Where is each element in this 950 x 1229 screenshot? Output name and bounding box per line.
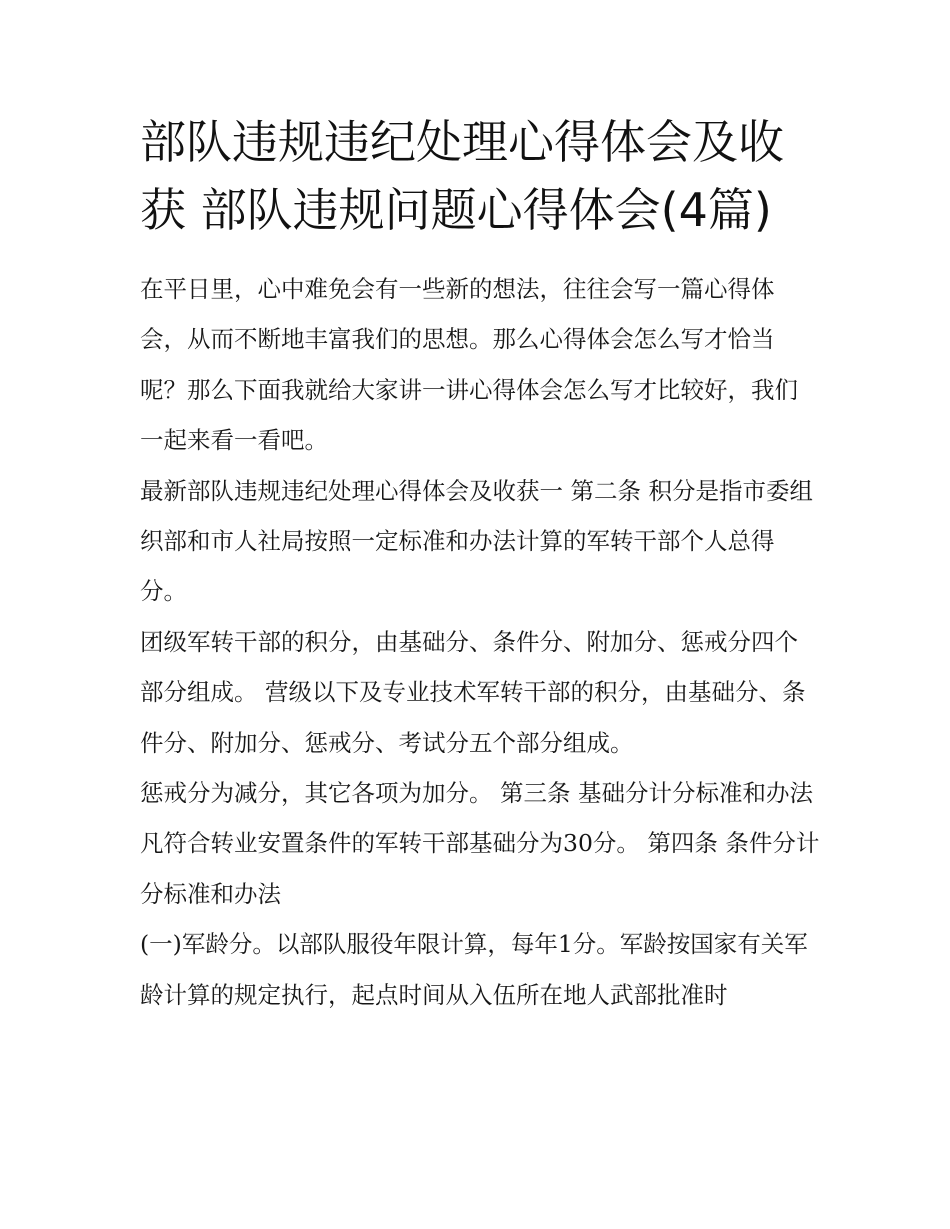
document-title: 部队违规违纪处理心得体会及收获 部队违规问题心得体会(4篇) bbox=[140, 115, 784, 237]
paragraph-military-age: (一)军龄分。以部队服役年限计算，每年1分。军龄按国家有关军龄计算的规定执行，起点时间从入伍所在地人武部批准时 bbox=[140, 930, 808, 1009]
document-body bbox=[140, 264, 820, 1020]
paragraph-article-3-4: 惩戒分为减分，其它各项为加分。 第三条 基础分计分标准和办法 凡符合转业安置条件的军转干部基础分为30分。 第四条 条件分计分标准和办法 bbox=[140, 779, 820, 908]
document-page bbox=[140, 108, 820, 1020]
paragraph-intro: 在平日里，心中难免会有一些新的想法，往往会写一篇心得体会，从而不断地丰富我们的思想。那么心得体会怎么写才恰当呢？那么下面我就给大家讲一讲心得体会怎么写才比较好，我们一起来看一看吧。 bbox=[140, 275, 798, 455]
paragraph-article-2: 最新部队违规违纪处理心得体会及收获一 第二条 积分是指市委组织部和市人社局按照一定标准和办法计算的军转干部个人总得分。 bbox=[140, 476, 813, 606]
paragraph-score-composition: 团级军转干部的积分，由基础分、条件分、附加分、惩戒分四个部分组成。 营级以下及专业技术军转干部的积分，由基础分、条件分、附加分、惩戒分、考试分五个部分组成。 bbox=[140, 627, 806, 757]
